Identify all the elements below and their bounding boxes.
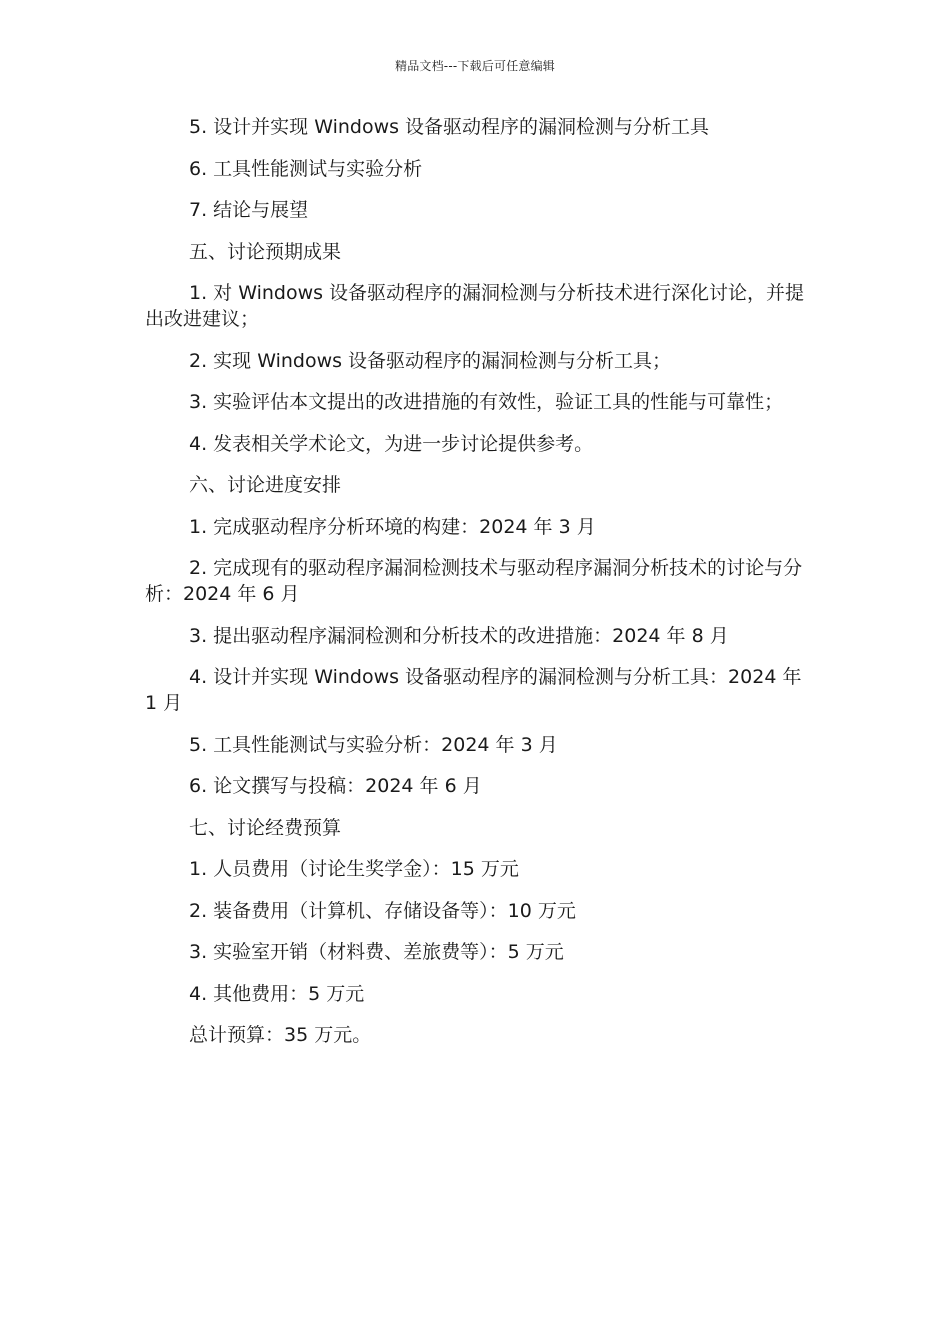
page-header: 精品文档---下载后可任意编辑 bbox=[395, 59, 555, 73]
section-heading: 六、讨论进度安排 bbox=[189, 474, 342, 496]
paragraph: 3. 实验室开销（材料费、差旅费等）：5 万元 bbox=[189, 941, 564, 963]
paragraph: 1. 完成驱动程序分析环境的构建：2024 年 3 月 bbox=[189, 515, 596, 538]
paragraph: 1. 对 Windows 设备驱动程序的漏洞检测与分析技术进行深化讨论，并提出改进建议； bbox=[145, 282, 805, 330]
paragraph: 6. 论文撰写与投稿：2024 年 6 月 bbox=[189, 775, 482, 797]
paragraph: 7. 结论与展望 bbox=[189, 199, 309, 221]
document-body bbox=[145, 114, 810, 1064]
paragraph: 4. 发表相关学术论文，为进一步讨论提供参考。 bbox=[189, 432, 594, 455]
paragraph: 5. 工具性能测试与实验分析：2024 年 3 月 bbox=[189, 733, 558, 756]
paragraph: 总计预算：35 万元。 bbox=[189, 1024, 372, 1046]
paragraph: 5. 设计并实现 Windows 设备驱动程序的漏洞检测与分析工具 bbox=[189, 116, 710, 138]
paragraph: 4. 设计并实现 Windows 设备驱动程序的漏洞检测与分析工具：2024 年 1 月 bbox=[145, 666, 802, 714]
paragraph: 6. 工具性能测试与实验分析 bbox=[189, 157, 423, 180]
paragraph: 2. 完成现有的驱动程序漏洞检测技术与驱动程序漏洞分析技术的讨论与分析：2024 年 6 月 bbox=[145, 557, 803, 605]
paragraph: 2. 实现 Windows 设备驱动程序的漏洞检测与分析工具； bbox=[189, 349, 672, 372]
section-heading: 五、讨论预期成果 bbox=[189, 240, 342, 263]
paragraph: 3. 实验评估本文提出的改进措施的有效性，验证工具的性能与可靠性； bbox=[189, 391, 784, 413]
section-heading: 七、讨论经费预算 bbox=[189, 816, 342, 839]
paragraph: 3. 提出驱动程序漏洞检测和分析技术的改进措施：2024 年 8 月 bbox=[189, 624, 729, 647]
paragraph: 1. 人员费用（讨论生奖学金）：15 万元 bbox=[189, 858, 519, 880]
paragraph: 4. 其他费用：5 万元 bbox=[189, 982, 365, 1005]
paragraph: 2. 装备费用（计算机、存储设备等）：10 万元 bbox=[189, 899, 576, 922]
